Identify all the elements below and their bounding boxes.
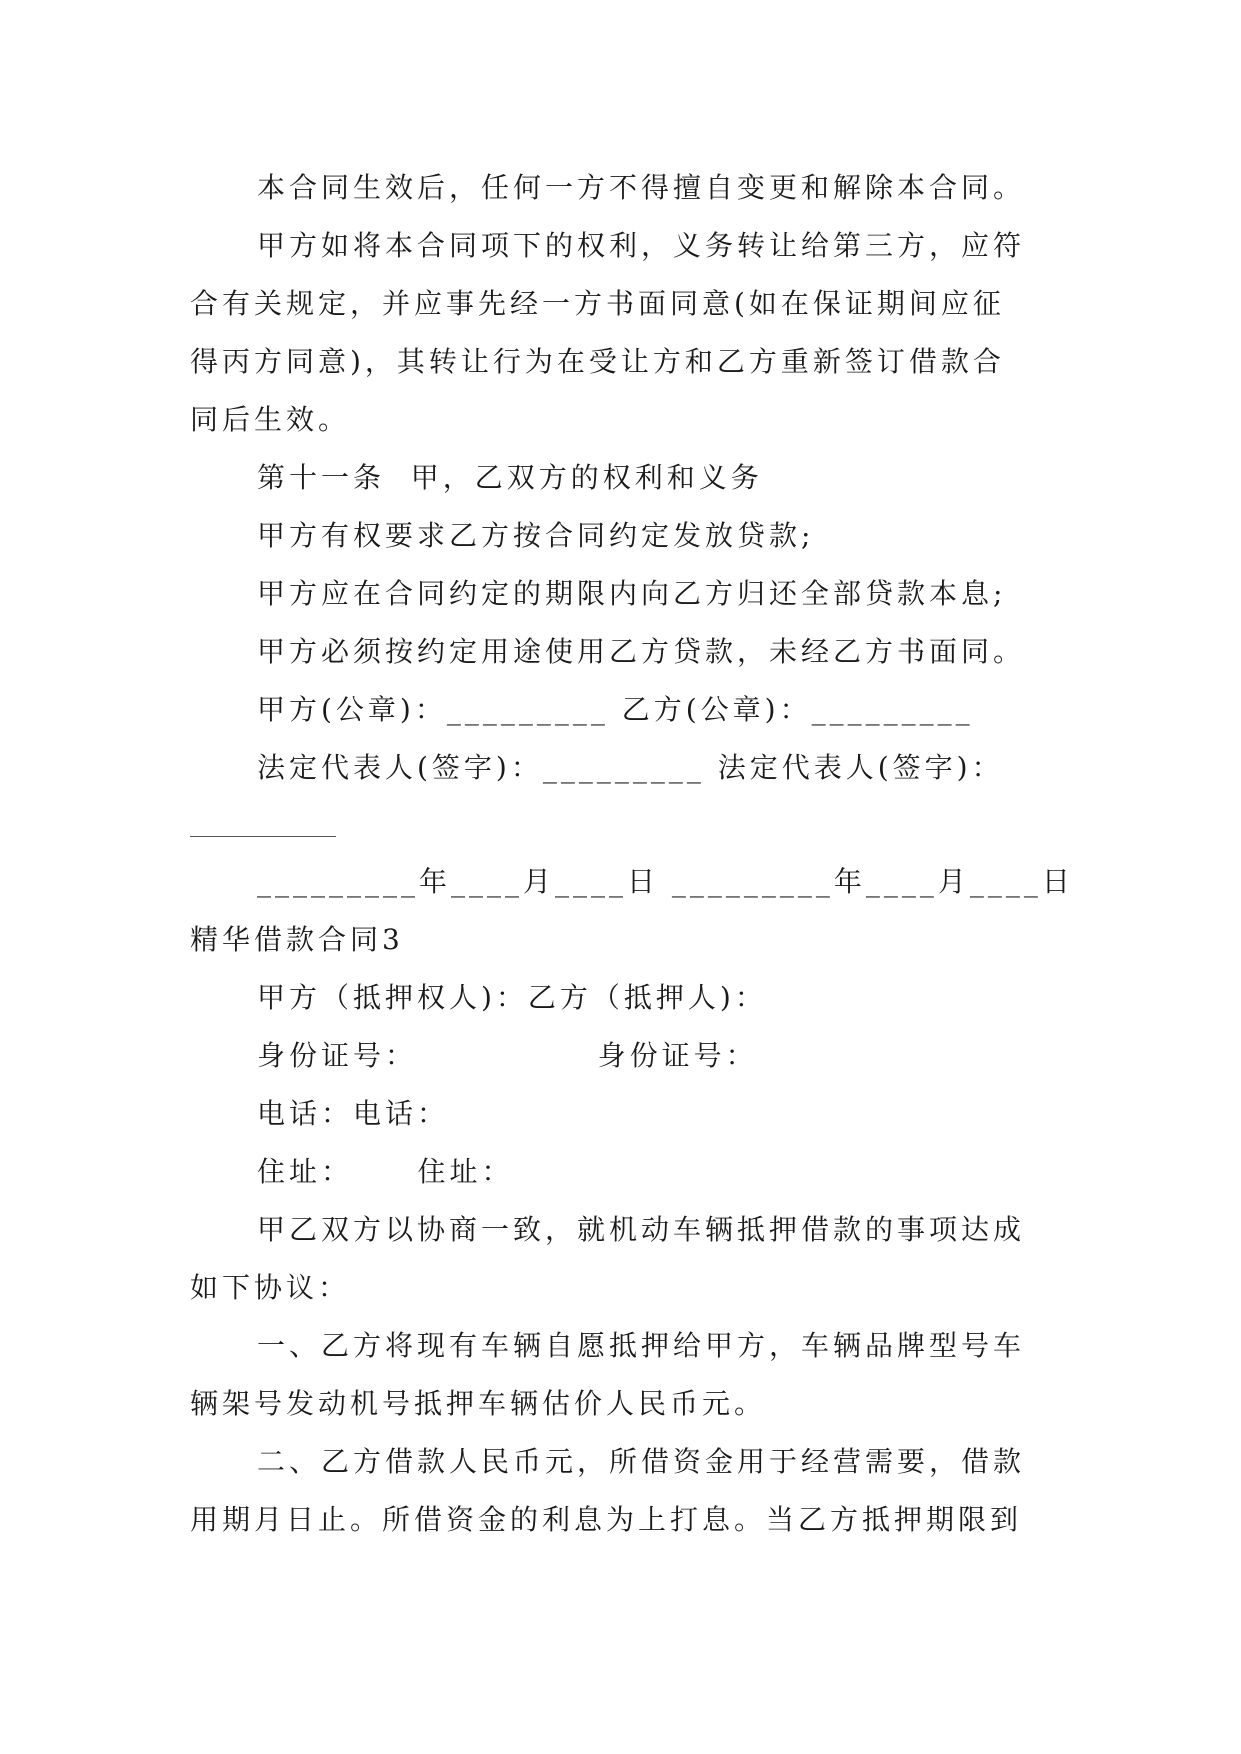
signature-line: 法定代表人(签字)：_________ 法定代表人(签字)： [257, 751, 1004, 784]
paragraph-line: 本合同生效后，任何一方不得擅自变更和解除本合同。 [257, 171, 1026, 204]
clause-line: 一、乙方将现有车辆自愿抵押给甲方，车辆品牌型号车 [257, 1329, 1026, 1362]
paragraph-line: 甲方如将本合同项下的权利，义务转让给第三方，应符 [257, 229, 1026, 262]
section-title: 精华借款合同3 [190, 923, 404, 956]
paragraph-line: 合有关规定，并应事先经一方书面同意(如在保证期间应征 [190, 287, 1005, 320]
id-number-line: 身份证号： 身份证号： [257, 1039, 758, 1072]
paragraph-line: 甲方必须按约定用途使用乙方贷款，未经乙方书面同。 [257, 635, 1026, 668]
paragraph-line: 甲乙双方以协商一致，就机动车辆抵押借款的事项达成 [257, 1213, 1026, 1246]
article-heading: 第十一条 甲，乙双方的权利和义务 [257, 461, 763, 494]
seal-line: 甲方(公章)：_________ 乙方(公章)：_________ [257, 693, 974, 726]
paragraph-line: 得丙方同意)，其转让行为在受让方和乙方重新签订借款合 [190, 345, 1005, 378]
clause-line: 用期月日止。所借资金的利息为上打息。当乙方抵押期限到 [190, 1503, 1023, 1536]
signature-blank-rule [190, 836, 336, 837]
paragraph-line: 同后生效。 [190, 403, 351, 436]
paragraph-line: 甲方应在合同约定的期限内向乙方归还全部贷款本息; [257, 577, 1007, 610]
clause-line: 二、乙方借款人民币元，所借资金用于经营需要，借款 [257, 1445, 1026, 1478]
address-line: 住址： 住址： [257, 1155, 514, 1188]
paragraph-line: 甲方有权要求乙方按合同约定发放贷款; [257, 519, 815, 552]
clause-line: 辆架号发动机号抵押车辆估价人民币元。 [190, 1387, 767, 1420]
party-line: 甲方（抵押权人)：乙方（抵押人)： [257, 981, 767, 1014]
date-line: _________年____月____日 _________年____月____日 [257, 865, 1074, 898]
paragraph-line: 如下协议： [190, 1271, 351, 1304]
phone-line: 电话：电话： [257, 1097, 450, 1130]
